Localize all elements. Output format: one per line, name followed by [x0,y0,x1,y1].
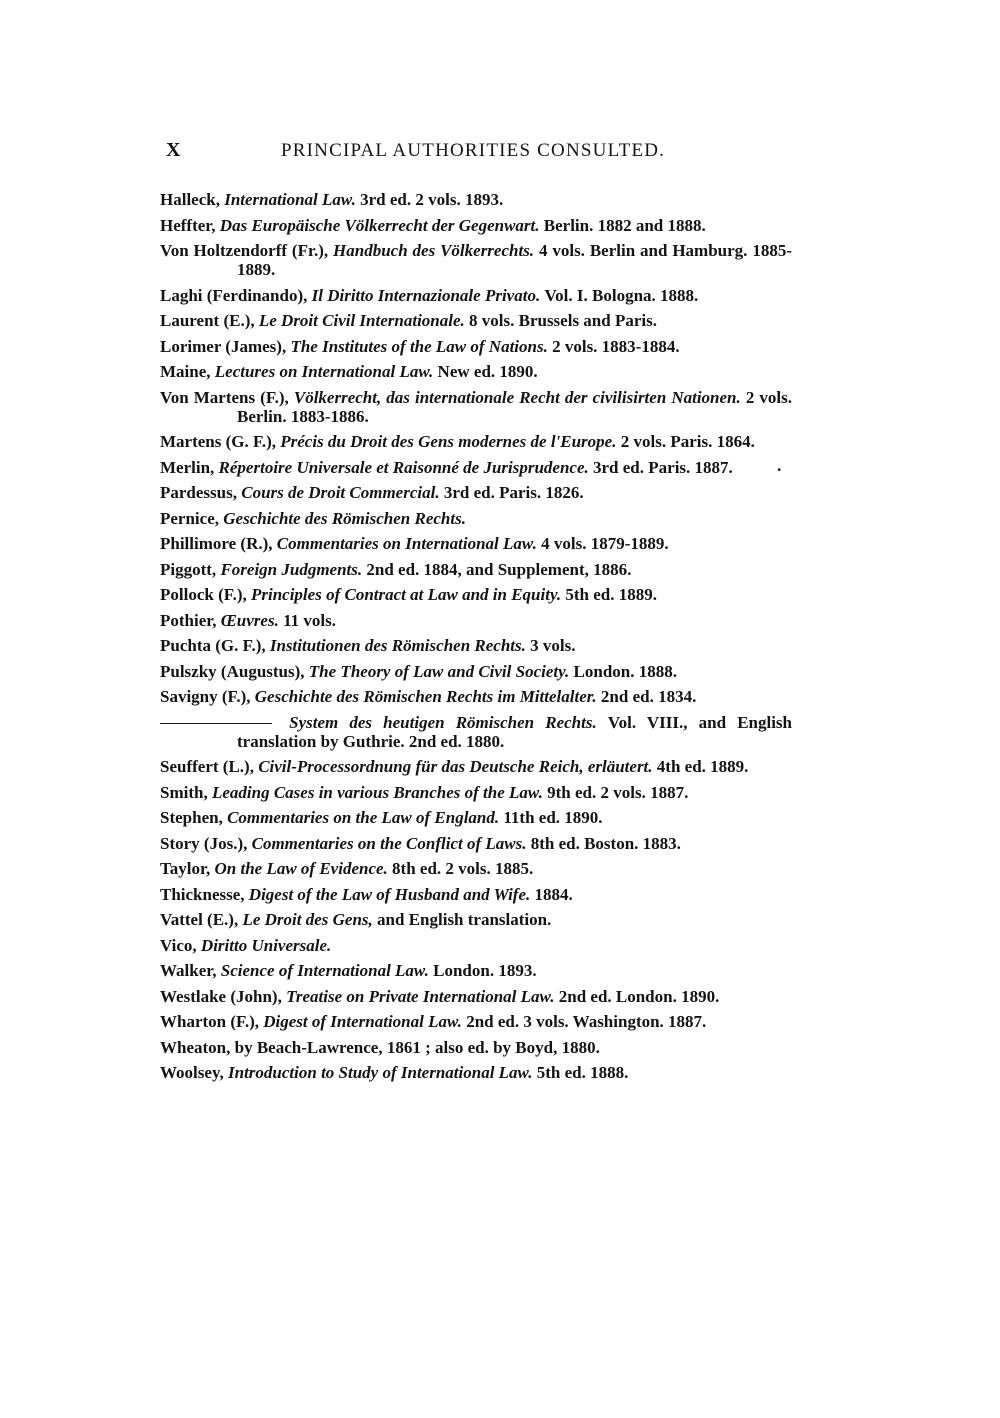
entry-details: 8th ed. 2 vols. 1885. [392,859,534,878]
entry-author: Wheaton, [160,1037,231,1057]
bibliography-entry [160,483,792,502]
page-title: PRINCIPAL AUTHORITIES CONSULTED. [281,140,666,161]
entry-work: Cours de Droit Commercial. [241,483,440,502]
bibliography-entry [160,585,792,604]
entry-author: Vico, [160,935,197,955]
entry-details: by Beach-Lawrence, 1861 ; also ed. by Boyd, 1880. [234,1037,600,1057]
bibliography-entry [160,432,792,451]
entry-work: Digest of the Law of Husband and Wife. [248,884,531,904]
entry-details: 2nd ed. 3 vols. Washington. 1887. [466,1012,707,1031]
entry-author: Puchta (G. F.), [160,636,266,655]
bibliography-entry [160,936,792,955]
entry-work: Foreign Judgments. [220,559,363,579]
entry-author: Maine, [160,362,211,381]
ditto-rule [160,723,272,724]
entry-work: Il Diritto Internazionale Privato. [311,285,541,305]
entry-work: The Institutes of the Law of Nations. [290,336,548,356]
entry-work: Handbuch des Völkerrechts. [333,241,535,260]
entry-details: 9th ed. 2 vols. 1887. [547,782,689,802]
bibliography-entry [160,286,792,305]
running-head [166,139,786,165]
entry-details: 8th ed. Boston. 1883. [530,833,681,853]
entry-details: Vol. I. Bologna. 1888. [544,285,699,305]
entry-work: Geschichte des Römischen Rechts. [223,508,466,528]
entry-work: Geschichte des Römischen Rechts im Mittelalter. [254,687,597,706]
bibliography-entry [160,362,792,381]
entry-author: Von Holtzendorff (Fr.), [160,241,329,260]
entry-details: 2nd ed. 1834. [600,687,697,706]
bibliography-entry [160,987,792,1006]
entry-details: 4th ed. 1889. [656,757,749,776]
entry-details: 8 vols. Brussels and Paris. [469,311,657,330]
entry-author: Smith, [160,782,208,802]
bibliography-entry [160,713,792,751]
bibliography-entry [160,241,792,279]
entry-work: Principles of Contract at Law and in Equity. [250,585,562,604]
entry-work: Lectures on International Law. [214,362,434,381]
bibliography-entry [160,190,792,209]
bibliography-list [160,190,792,1089]
entry-author: Lorimer (James), [160,336,287,356]
bibliography-entry [160,458,792,477]
bibliography-entry [160,560,792,579]
bibliography-entry [160,1012,792,1031]
bibliography-entry [160,311,792,330]
page-number: X [166,139,182,161]
entry-author: Story (Jos.), [160,833,248,853]
entry-author: Savigny (F.), [160,687,251,706]
bibliography-entry [160,687,792,706]
entry-details: 3rd ed. Paris. 1887. [593,457,733,477]
entry-author: Vattel (E.), [160,910,239,929]
entry-work: Commentaries on the Conflict of Laws. [251,833,527,853]
entry-details: 2 vols. Berlin. 1883-1886. [237,387,792,426]
entry-work: Le Droit des Gens, [242,910,373,929]
bibliography-entry [160,910,792,929]
entry-work: Völkerrecht, das internationale Recht der civilisirten Nationen. [293,387,741,407]
entry-details: 5th ed. 1889. [565,585,657,604]
entry-work: Das Europäische Völkerrecht der Gegenwart. [219,215,540,235]
bibliography-entry [160,757,792,776]
entry-author: Pernice, [160,508,219,528]
entry-author: Woolsey, [160,1063,224,1082]
entry-details: 3rd ed. 2 vols. 1893. [360,190,504,209]
entry-author: Merlin, [160,457,215,477]
bibliography-entry [160,859,792,878]
entry-details: London. 1893. [433,961,537,980]
entry-author: Pothier, [160,610,217,630]
bibliography-entry [160,611,792,630]
entry-work: Science of International Law. [220,961,429,980]
entry-author: Walker, [160,961,217,980]
print-speck: · [776,459,782,479]
bibliography-entry [160,1038,792,1057]
bibliography-entry [160,337,792,356]
entry-author: Wharton (F.), [160,1012,260,1031]
bibliography-entry [160,534,792,553]
entry-details: 5th ed. 1888. [536,1063,629,1082]
entry-work: Œuvres. [220,610,279,630]
entry-work: Treatise on Private International Law. [286,986,555,1006]
entry-work: Introduction to Study of International Law. [228,1063,533,1082]
entry-details: 3 vols. [530,636,576,655]
entry-details: Vol. VIII., and English translation by Guthrie. 2nd ed. 1880. [237,712,793,751]
entry-author: Laurent (E.), [160,311,255,330]
entry-details: 2nd ed. 1884, and Supplement, 1886. [366,559,632,579]
entry-work: Leading Cases in various Branches of the Law. [211,782,543,802]
entry-work: Précis du Droit des Gens modernes de l'Europe. [280,432,617,451]
entry-work: On the Law of Evidence. [214,859,388,878]
entry-work: Commentaries on the Law of England. [227,808,500,827]
bibliography-entry [160,961,792,980]
entry-author: Piggott, [160,559,217,579]
entry-details: 11 vols. [283,610,336,630]
entry-author: Pardessus, [160,483,237,502]
entry-details: New ed. 1890. [437,362,538,381]
bibliography-entry [160,388,792,426]
entry-details: London. 1888. [573,661,677,681]
entry-details: 11th ed. 1890. [503,808,603,827]
bibliography-entry [160,509,792,528]
entry-author: Pulszky (Augustus), [160,661,305,681]
entry-author: Stephen, [160,808,223,827]
entry-author: Laghi (Ferdinando), [160,285,308,305]
entry-author: Heffter, [160,215,216,235]
entry-details: 2nd ed. London. 1890. [558,986,720,1006]
entry-author: Martens (G. F.), [160,432,276,451]
entry-author: Halleck, [160,190,220,209]
bibliography-entry [160,662,792,681]
entry-details: 2 vols. Paris. 1864. [620,432,755,451]
entry-work: The Theory of Law and Civil Society. [308,661,570,681]
entry-work: Le Droit Civil Internationale. [258,311,465,330]
entry-author: Phillimore (R.), [160,534,273,553]
entry-author: Taylor, [160,859,211,878]
entry-author: Pollock (F.), [160,585,247,604]
entry-details: 2 vols. 1883-1884. [552,336,680,356]
entry-work: Commentaries on International Law. [276,534,537,553]
bibliography-entry [160,636,792,655]
entry-work: Civil-Processordnung für das Deutsche Reich, erläutert. [258,757,653,776]
bibliography-entry [160,808,792,827]
bibliography-entry [160,216,792,235]
entry-details: 1884. [534,884,573,904]
entry-work: Digest of International Law. [263,1012,462,1031]
entry-author: Seuffert (L.), [160,757,254,776]
entry-details: Berlin. 1882 and 1888. [543,215,706,235]
bibliography-entry [160,783,792,802]
entry-work: Institutionen des Römischen Rechts. [269,636,526,655]
entry-work: Répertoire Universale et Raisonné de Jurisprudence. [218,457,589,477]
entry-work: International Law. [224,190,356,209]
bibliography-entry [160,885,792,904]
entry-author: Thicknesse, [160,884,245,904]
entry-author: Von Martens (F.), [160,387,289,407]
entry-work: Diritto Universale. [200,935,332,955]
bibliography-entry [160,834,792,853]
entry-details: 3rd ed. Paris. 1826. [443,483,584,502]
entry-work: System des heutigen Römischen Rechts. [289,712,597,732]
entry-author: Westlake (John), [160,986,282,1006]
entry-details: 4 vols. Berlin and Hamburg. 1885-1889. [237,241,792,279]
entry-details: and English translation. [377,910,552,929]
bibliography-entry [160,1063,792,1082]
entry-details: 4 vols. 1879-1889. [541,534,669,553]
